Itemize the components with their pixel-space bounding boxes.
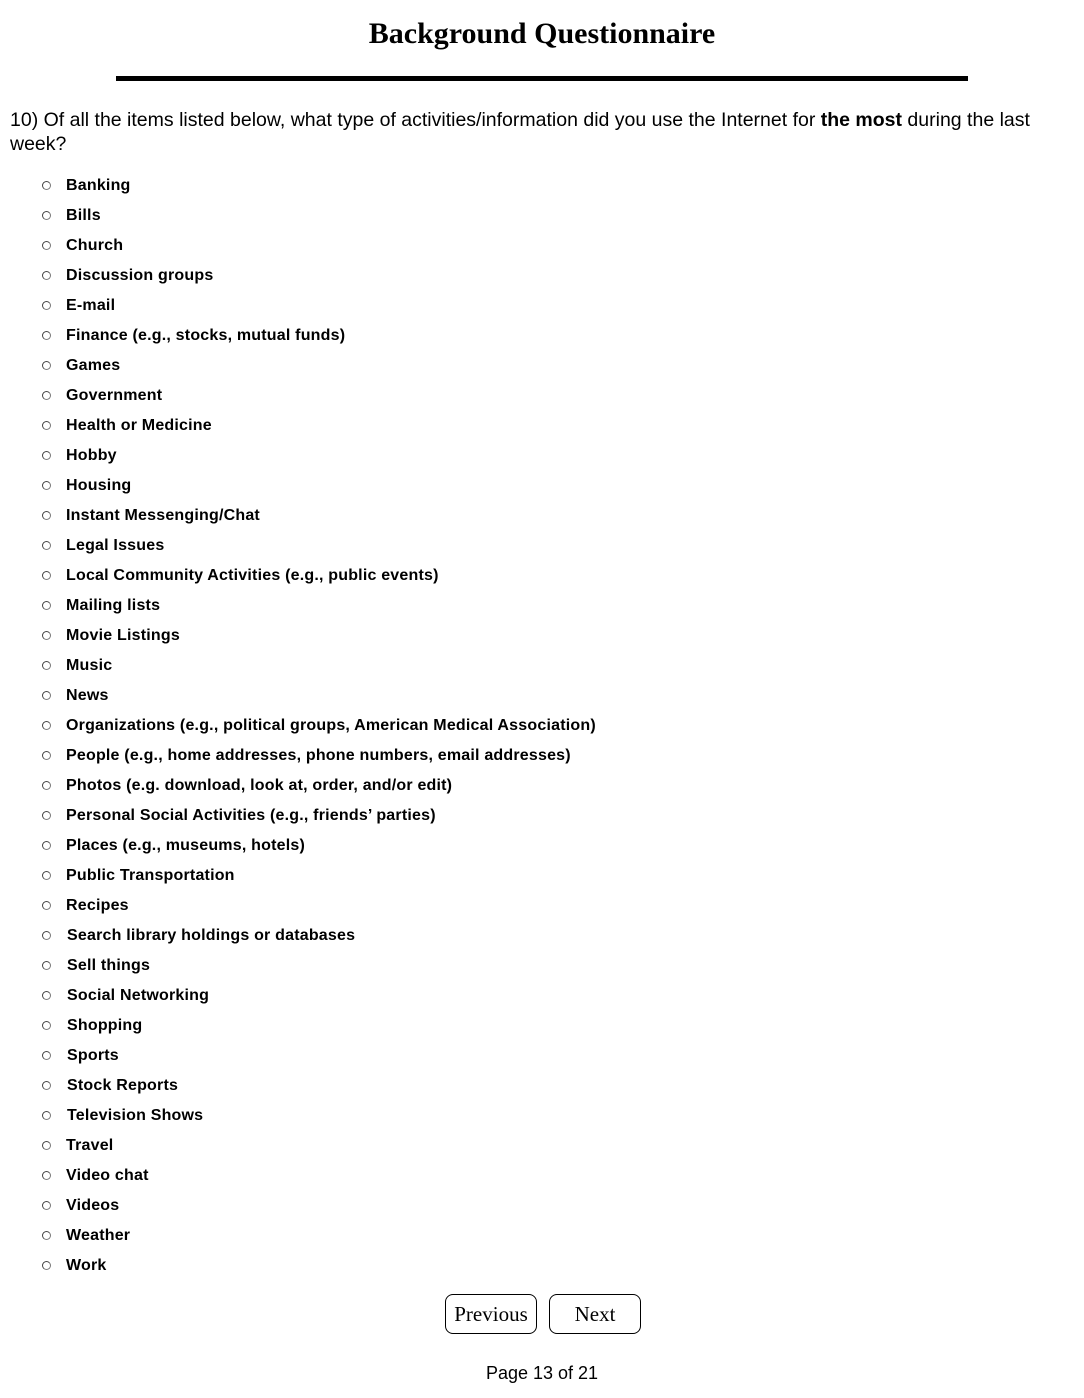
option-row[interactable] bbox=[0, 1161, 1084, 1191]
option-label[interactable]: Travel bbox=[66, 1137, 114, 1154]
question-emphasis: the most bbox=[820, 109, 903, 131]
option-label[interactable]: Sell things bbox=[67, 957, 151, 974]
option-label[interactable]: Church bbox=[66, 237, 124, 254]
radio-button[interactable] bbox=[42, 421, 51, 430]
option-row[interactable] bbox=[0, 981, 1084, 1011]
option-row[interactable] bbox=[0, 261, 1084, 291]
option-row[interactable] bbox=[0, 1041, 1084, 1071]
option-label[interactable]: Government bbox=[66, 387, 163, 404]
option-row[interactable] bbox=[0, 321, 1084, 351]
option-row[interactable] bbox=[0, 891, 1084, 921]
page-title: Background Questionnaire bbox=[368, 17, 716, 50]
option-row[interactable] bbox=[0, 651, 1084, 681]
option-label[interactable]: Hobby bbox=[66, 447, 117, 464]
radio-button[interactable] bbox=[42, 601, 51, 610]
option-row[interactable] bbox=[0, 561, 1084, 591]
option-label[interactable]: E-mail bbox=[66, 297, 116, 314]
option-label[interactable]: Videos bbox=[66, 1197, 120, 1214]
option-row[interactable] bbox=[0, 1251, 1084, 1281]
option-label[interactable]: Discussion groups bbox=[66, 267, 214, 284]
option-row[interactable] bbox=[0, 921, 1084, 951]
radio-button[interactable] bbox=[42, 271, 51, 280]
option-row[interactable] bbox=[0, 351, 1084, 381]
radio-button[interactable] bbox=[42, 1021, 51, 1030]
radio-button[interactable] bbox=[42, 691, 51, 700]
option-label[interactable]: Housing bbox=[66, 477, 132, 494]
option-label[interactable]: Places (e.g., museums, hotels) bbox=[66, 837, 305, 854]
option-row[interactable] bbox=[0, 951, 1084, 981]
option-row[interactable] bbox=[0, 681, 1084, 711]
option-label[interactable]: Work bbox=[66, 1257, 107, 1274]
option-row[interactable] bbox=[0, 441, 1084, 471]
option-row[interactable] bbox=[0, 711, 1084, 741]
next-button[interactable]: Next bbox=[549, 1294, 641, 1334]
option-label[interactable]: Recipes bbox=[66, 897, 129, 914]
previous-button[interactable]: Previous bbox=[445, 1294, 537, 1334]
radio-button[interactable] bbox=[42, 571, 51, 580]
radio-button[interactable] bbox=[42, 1171, 51, 1180]
option-label[interactable]: Sports bbox=[67, 1047, 119, 1064]
radio-button[interactable] bbox=[42, 721, 51, 730]
radio-button[interactable] bbox=[42, 841, 51, 850]
option-label[interactable]: Organizations (e.g., political groups, American Medical Association) bbox=[66, 717, 596, 734]
radio-button[interactable] bbox=[42, 241, 51, 250]
radio-button[interactable] bbox=[42, 1261, 51, 1270]
option-row[interactable] bbox=[0, 621, 1084, 651]
option-row[interactable] bbox=[0, 861, 1084, 891]
question-prefix: 10) Of all the items listed below, what type of activities/information did you use the Internet for bbox=[10, 109, 821, 131]
option-row[interactable] bbox=[0, 801, 1084, 831]
option-label[interactable]: Movie Listings bbox=[66, 627, 180, 644]
radio-button[interactable] bbox=[42, 451, 51, 460]
option-label[interactable]: Finance (e.g., stocks, mutual funds) bbox=[66, 327, 346, 344]
radio-button[interactable] bbox=[42, 811, 51, 820]
radio-button[interactable] bbox=[42, 661, 51, 670]
option-label[interactable]: Public Transportation bbox=[66, 867, 235, 884]
radio-button[interactable] bbox=[42, 1111, 51, 1120]
option-row[interactable] bbox=[0, 201, 1084, 231]
page-indicator: Page 13 of 21 bbox=[485, 1363, 599, 1383]
answer-options-list bbox=[0, 171, 1084, 1281]
radio-button[interactable] bbox=[42, 631, 51, 640]
radio-button[interactable] bbox=[42, 361, 51, 370]
radio-button[interactable] bbox=[42, 1051, 51, 1060]
title-divider bbox=[116, 76, 968, 81]
option-label[interactable]: Banking bbox=[66, 177, 131, 194]
radio-button[interactable] bbox=[42, 511, 51, 520]
radio-button[interactable] bbox=[42, 781, 51, 790]
option-label[interactable]: Photos (e.g. download, look at, order, and/or edit) bbox=[66, 777, 453, 794]
option-label[interactable]: Local Community Activities (e.g., public events) bbox=[66, 567, 439, 584]
option-row[interactable] bbox=[0, 1131, 1084, 1161]
radio-button[interactable] bbox=[42, 871, 51, 880]
option-label[interactable]: Health or Medicine bbox=[66, 417, 212, 434]
option-label[interactable]: Bills bbox=[66, 207, 101, 224]
option-label[interactable]: Instant Messenging/Chat bbox=[66, 507, 260, 524]
option-label[interactable]: Mailing lists bbox=[66, 597, 161, 614]
radio-button[interactable] bbox=[42, 931, 51, 940]
radio-button[interactable] bbox=[42, 391, 51, 400]
radio-button[interactable] bbox=[42, 211, 51, 220]
option-label[interactable]: Stock Reports bbox=[67, 1077, 179, 1094]
option-row[interactable] bbox=[0, 411, 1084, 441]
option-row[interactable] bbox=[0, 501, 1084, 531]
radio-button[interactable] bbox=[42, 181, 51, 190]
option-row[interactable] bbox=[0, 471, 1084, 501]
radio-button[interactable] bbox=[42, 331, 51, 340]
option-row[interactable] bbox=[0, 291, 1084, 321]
option-row[interactable] bbox=[0, 1011, 1084, 1041]
option-row[interactable] bbox=[0, 531, 1084, 561]
option-row[interactable] bbox=[0, 1191, 1084, 1221]
option-label[interactable]: Personal Social Activities (e.g., friends’ parties) bbox=[66, 807, 436, 824]
radio-button[interactable] bbox=[42, 481, 51, 490]
option-row[interactable] bbox=[0, 1101, 1084, 1131]
radio-button[interactable] bbox=[42, 751, 51, 760]
option-label[interactable]: News bbox=[66, 687, 109, 704]
option-row[interactable] bbox=[0, 1071, 1084, 1101]
radio-button[interactable] bbox=[42, 301, 51, 310]
navigation-buttons bbox=[0, 1294, 1084, 1334]
radio-button[interactable] bbox=[42, 1201, 51, 1210]
question-text bbox=[10, 108, 1074, 156]
option-row[interactable] bbox=[0, 741, 1084, 771]
radio-button[interactable] bbox=[42, 1231, 51, 1240]
question-suffix: during the last week? bbox=[10, 109, 1030, 155]
option-label[interactable]: Shopping bbox=[67, 1017, 143, 1034]
radio-button[interactable] bbox=[42, 1141, 51, 1150]
option-label[interactable]: Video chat bbox=[66, 1167, 149, 1184]
option-label[interactable]: Television Shows bbox=[67, 1107, 204, 1124]
radio-button[interactable] bbox=[42, 1081, 51, 1090]
option-row[interactable] bbox=[0, 171, 1084, 201]
option-row[interactable] bbox=[0, 231, 1084, 261]
radio-button[interactable] bbox=[42, 961, 51, 970]
option-label[interactable]: Games bbox=[66, 357, 121, 374]
option-label[interactable]: Legal Issues bbox=[66, 537, 165, 554]
radio-button[interactable] bbox=[42, 541, 51, 550]
option-label[interactable]: Search library holdings or databases bbox=[67, 927, 356, 944]
option-label[interactable]: Social Networking bbox=[67, 987, 210, 1004]
option-row[interactable] bbox=[0, 591, 1084, 621]
option-row[interactable] bbox=[0, 1221, 1084, 1251]
option-label[interactable]: Music bbox=[66, 657, 113, 674]
option-row[interactable] bbox=[0, 771, 1084, 801]
option-label[interactable]: Weather bbox=[66, 1227, 131, 1244]
option-row[interactable] bbox=[0, 831, 1084, 861]
option-row[interactable] bbox=[0, 381, 1084, 411]
radio-button[interactable] bbox=[42, 991, 51, 1000]
radio-button[interactable] bbox=[42, 901, 51, 910]
option-label[interactable]: People (e.g., home addresses, phone numbers, email addresses) bbox=[66, 747, 571, 764]
